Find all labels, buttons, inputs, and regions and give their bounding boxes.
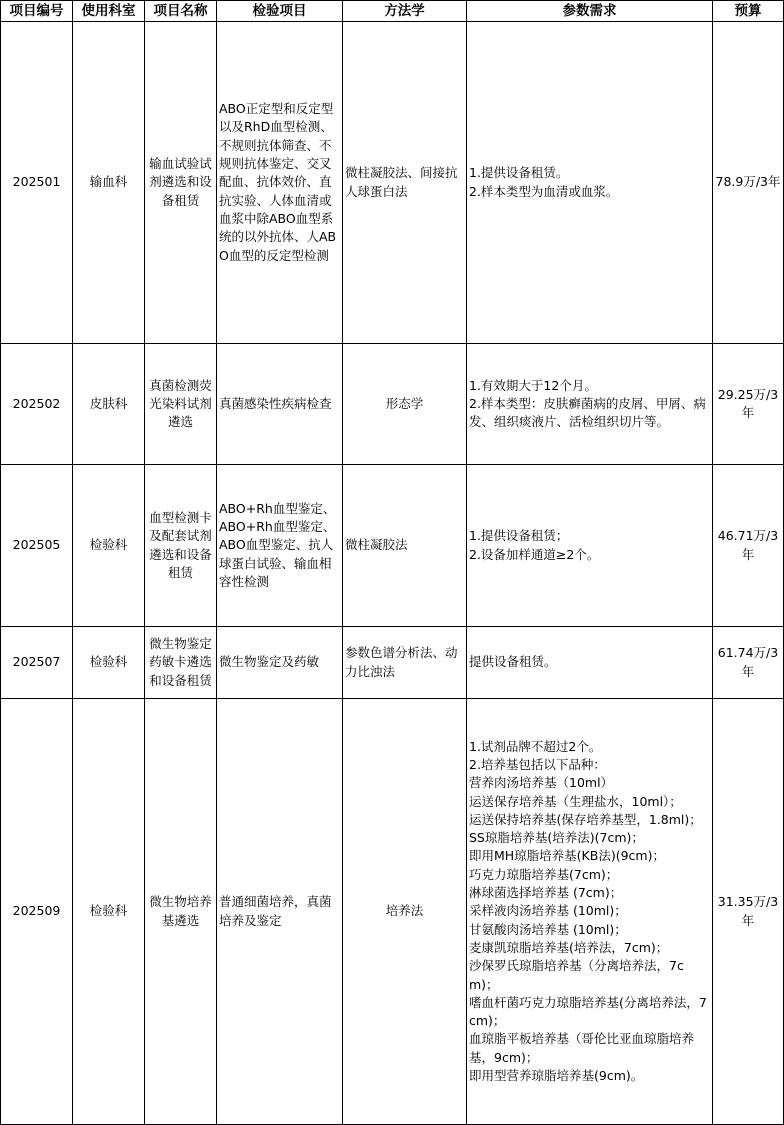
- project-id-cell: 202509: [1, 699, 73, 1125]
- header-test-items: 检验项目: [217, 1, 343, 22]
- parameters-cell: 1.提供设备租赁。 2.样本类型为血清或血浆。: [467, 22, 713, 344]
- budget-cell: 61.74万/3年: [713, 627, 784, 699]
- table-row: [1, 22, 784, 344]
- project-id-cell: 202502: [1, 344, 73, 465]
- header-row: [1, 1, 784, 22]
- header-methodology: 方法学: [343, 1, 467, 22]
- methodology-cell: 微柱凝胶法、间接抗人球蛋白法: [343, 22, 467, 344]
- project-name-cell: 微生物培养基遴选: [145, 699, 217, 1125]
- test-items-cell: 微生物鉴定及药敏: [217, 627, 343, 699]
- test-items-cell: ABO正定型和反定型以及RhD血型检测、不规则抗体筛查、不规则抗体鉴定、交叉配血、抗体效价、直抗实验、人体血清或血浆中除ABO血型系统的以外抗体、人ABO血型的反定型检测: [217, 22, 343, 344]
- test-items-cell: ABO+Rh血型鉴定、ABO+Rh血型鉴定、ABO血型鉴定、抗人球蛋白试验、输血相容性检测: [217, 465, 343, 627]
- header-project-name: 项目名称: [145, 1, 217, 22]
- project-name-cell: 血型检测卡及配套试剂遴选和设备租赁: [145, 465, 217, 627]
- methodology-cell: 培养法: [343, 699, 467, 1125]
- project-id-cell: 202505: [1, 465, 73, 627]
- methodology-cell: 参数色谱分析法、动力比浊法: [343, 627, 467, 699]
- department-cell: 检验科: [73, 465, 145, 627]
- project-name-cell: 微生物鉴定药敏卡遴选和设备租赁: [145, 627, 217, 699]
- department-cell: 检验科: [73, 627, 145, 699]
- test-items-cell: 真菌感染性疾病检查: [217, 344, 343, 465]
- project-id-cell: 202501: [1, 22, 73, 344]
- table-row: [1, 627, 784, 699]
- department-cell: 检验科: [73, 699, 145, 1125]
- header-budget: 预算: [713, 1, 784, 22]
- header-project-id: 项目编号: [1, 1, 73, 22]
- parameters-cell: 1.提供设备租赁； 2.设备加样通道≥2个。: [467, 465, 713, 627]
- test-items-cell: 普通细菌培养，真菌培养及鉴定: [217, 699, 343, 1125]
- budget-cell: 31.35万/3年: [713, 699, 784, 1125]
- methodology-cell: 微柱凝胶法: [343, 465, 467, 627]
- project-id-cell: 202507: [1, 627, 73, 699]
- budget-cell: 46.71万/3年: [713, 465, 784, 627]
- parameters-cell: 提供设备租赁。: [467, 627, 713, 699]
- project-name-cell: 真菌检测荧光染料试剂遴选: [145, 344, 217, 465]
- department-cell: 输血科: [73, 22, 145, 344]
- table-row: [1, 465, 784, 627]
- department-cell: 皮肤科: [73, 344, 145, 465]
- methodology-cell: 形态学: [343, 344, 467, 465]
- header-department: 使用科室: [73, 1, 145, 22]
- table-row: [1, 344, 784, 465]
- project-name-cell: 输血试验试剂遴选和设备租赁: [145, 22, 217, 344]
- table-row: [1, 699, 784, 1125]
- budget-cell: 78.9万/3年: [713, 22, 784, 344]
- parameters-cell: 1.有效期大于12个月。 2.样本类型：皮肤癣菌病的皮屑、甲屑、病发、组织痰液片、活检组织切片等。: [467, 344, 713, 465]
- parameters-cell: 1.试剂品牌不超过2个。 2.培养基包括以下品种： 营养肉汤培养基（10ml） 运送保存培养基（生理盐水，10ml）； 运送保持培养基(保存培养基型，1.8ml)； SS琼脂培养基(培养法)(7cm)； 即用MH琼脂培养基(KB法)(9cm)； 巧克力琼脂培养基(7cm)； 淋球菌选择培养基 (7cm)； 采样液肉汤培养基 (10ml)； 甘氨酸肉汤培养基 (10ml)； 麦康凯琼脂培养基(培养法，7cm)； 沙保罗氏琼脂培养基（分离培养法，7cm)； 嗜血杆菌巧克力琼脂培养基(分离培养法，7cm)； 血琼脂平板培养基（哥伦比亚血琼脂培养基，9cm)； 即用型营养琼脂培养基(9cm)。: [467, 699, 713, 1125]
- budget-cell: 29.25万/3年: [713, 344, 784, 465]
- header-parameters: 参数需求: [467, 1, 713, 22]
